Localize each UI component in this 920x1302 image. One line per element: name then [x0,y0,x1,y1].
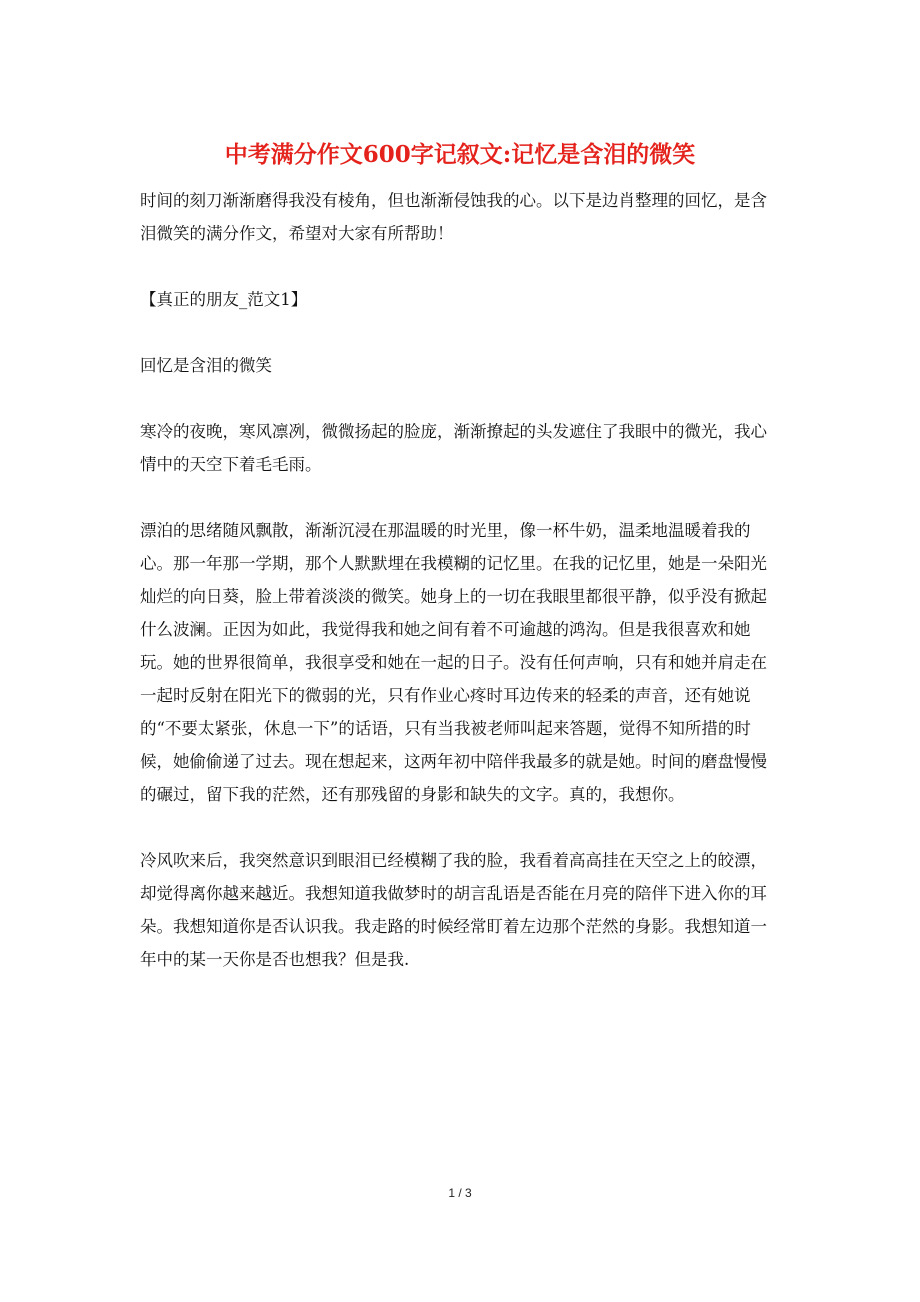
section-heading: 【真正的朋友_范文1】 [140,290,308,309]
essay-paragraph: 漂泊的思绪随风飘散，渐渐沉浸在那温暖的时光里，像一杯牛奶，温柔地温暖着我的心。那一年那一学期，那个人默默埋在我模糊的记忆里。在我的记忆里，她是一朵阳光灿烂的向日葵，脸上带着淡淡的微笑。她身上的一切在我眼里都很平静，似乎没有掀起什么波澜。正因为如此，我觉得我和她之间有着不可逾越的鸿沟。但是我很喜欢和她玩。她的世界很简单，我很享受和她在一起的日子。没有任何声响，只有和她并肩走在一起时反射在阳光下的微弱的光，只有作业心疼时耳边传来的轻柔的声音，还有她说的“不要太紧张，休息一下”的话语，只有当我被老师叫起来答题，觉得不知所措的时候，她偷偷递了过去。现在想起来，这两年初中陪伴我最多的就是她。时间的磨盘慢慢的碾过，留下我的茫然，还有那残留的身影和缺失的文字。真的，我想你。 [140,521,767,804]
essay-paragraph: 冷风吹来后，我突然意识到眼泪已经模糊了我的脸，我看着高高挂在天空之上的皎漂，却觉得离你越来越近。我想知道我做梦时的胡言乱语是否能在月亮的陪伴下进入你的耳朵。我想知道你是否认识我。我走路的时候经常盯着左边那个茫然的身影。我想知道一年中的某一天你是否也想我？但是我. [140,851,767,969]
essay-title: 回忆是含泪的微笑 [140,356,272,375]
essay-paragraph: 寒冷的夜晚，寒风凛冽，微微扬起的脸庞，渐渐撩起的头发遮住了我眼中的微光，我心情中的天空下着毛毛雨。 [140,422,767,474]
document-body [140,184,780,976]
document-title: 中考满分作文600字记叙文:记忆是含泪的微笑 [224,141,696,168]
page-number: 1 / 3 [448,1186,472,1200]
intro-paragraph: 时间的刻刀渐渐磨得我没有棱角，但也渐渐侵蚀我的心。以下是边肖整理的回忆，是含泪微笑的满分作文，希望对大家有所帮助！ [140,191,767,243]
